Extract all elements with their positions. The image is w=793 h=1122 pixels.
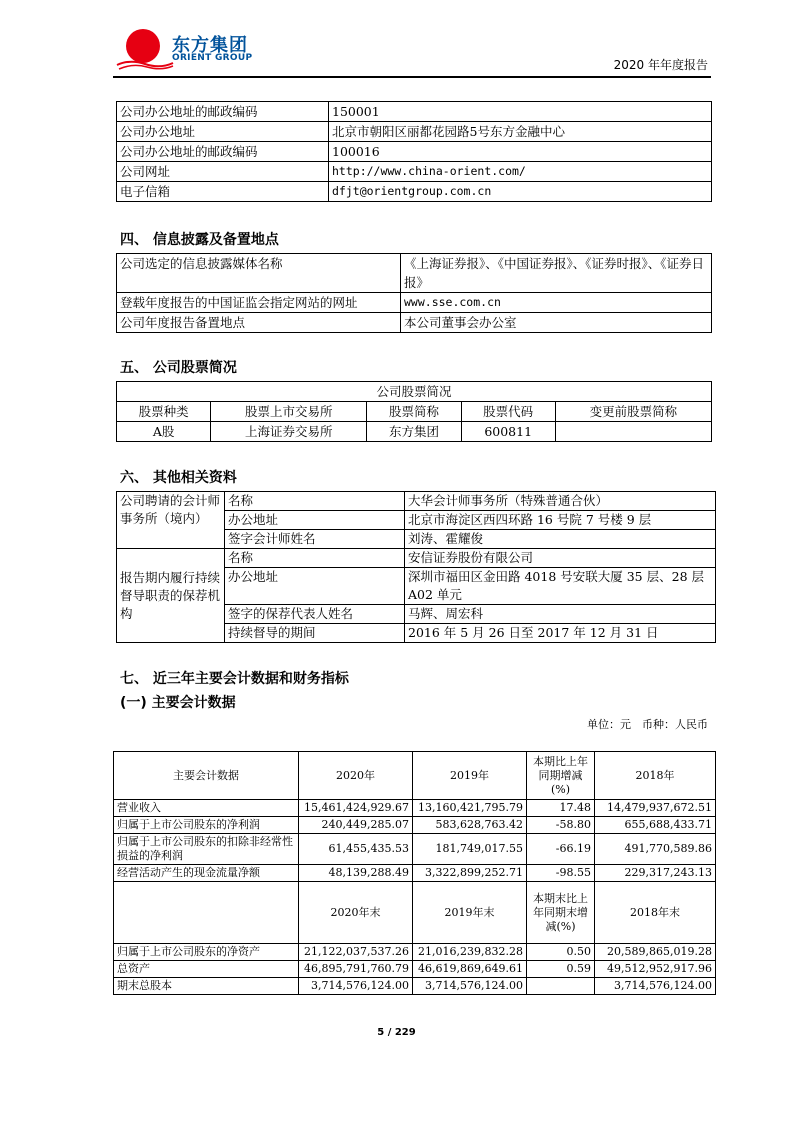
table-row [117, 492, 716, 511]
table-cell: 46,619,869,649.61 [413, 961, 527, 978]
contact-value: 100016 [329, 142, 712, 162]
table-row [114, 752, 716, 800]
table-row [117, 313, 712, 333]
table-cell: 3,322,899,252.71 [413, 865, 527, 882]
table-row [114, 944, 716, 961]
table-cell: -98.55 [527, 865, 595, 882]
table-row [117, 102, 712, 122]
contact-table [116, 101, 712, 202]
contact-label: 公司办公地址 [117, 122, 329, 142]
table-cell [555, 422, 711, 442]
table-cell: 240,449,285.07 [299, 817, 413, 834]
table-cell: 583,628,763.42 [413, 817, 527, 834]
table-row [117, 122, 712, 142]
column-header: 股票种类 [117, 402, 211, 422]
related-info-table [116, 491, 716, 643]
contact-label: 公司办公地址的邮政编码 [117, 102, 329, 122]
table-cell: 东方集团 [367, 422, 461, 442]
subsection-heading: (一) 主要会计数据 [120, 695, 236, 711]
field-value: 安信证券股份有限公司 [405, 549, 716, 568]
disclosure-label: 登载年度报告的中国证监会指定网站的网址 [117, 293, 401, 313]
column-header: 股票代码 [461, 402, 555, 422]
table-cell: 655,688,433.71 [595, 817, 716, 834]
table-cell: -66.19 [527, 834, 595, 865]
disclosure-table [116, 253, 712, 333]
column-header: 变更前股票简称 [555, 402, 711, 422]
field-label: 签字的保荐代表人姓名 [225, 605, 405, 624]
table-row [117, 382, 712, 402]
logo-chinese-name: 东方集团 [172, 35, 248, 56]
field-label: 名称 [225, 549, 405, 568]
field-value: 北京市海淀区西四环路 16 号院 7 号楼 9 层 [405, 511, 716, 530]
accounting-data-table [113, 751, 716, 995]
column-header: 本期末比上年同期末增减(%) [527, 882, 595, 944]
table-row [114, 882, 716, 944]
stock-table [116, 381, 712, 442]
disclosure-label: 公司年度报告备置地点 [117, 313, 401, 333]
sponsor-label: 报告期内履行持续督导职责的保荐机构 [117, 549, 225, 643]
table-cell: 229,317,243.13 [595, 865, 716, 882]
page-number: 5 / 229 [377, 1027, 416, 1038]
row-label: 经营活动产生的现金流量净额 [114, 865, 299, 882]
section-4-heading: 四、 信息披露及备置地点 [120, 232, 279, 248]
table-cell: 600811 [461, 422, 555, 442]
field-label: 名称 [225, 492, 405, 511]
column-header: 主要会计数据 [114, 752, 299, 800]
table-cell: 0.59 [527, 961, 595, 978]
table-cell: 0.50 [527, 944, 595, 961]
table-cell: 61,455,435.53 [299, 834, 413, 865]
table-cell: 3,714,576,124.00 [299, 978, 413, 995]
table-row [117, 422, 712, 442]
email-link[interactable]: dfjt@orientgroup.com.cn [329, 182, 712, 202]
column-header: 2018年 [595, 752, 716, 800]
contact-label: 公司办公地址的邮政编码 [117, 142, 329, 162]
table-row [114, 961, 716, 978]
row-label: 期末总股本 [114, 978, 299, 995]
disclosure-website[interactable]: www.sse.com.cn [401, 293, 712, 313]
table-cell: 20,589,865,019.28 [595, 944, 716, 961]
column-header: 2018年末 [595, 882, 716, 944]
field-value: 大华会计师事务所（特殊普通合伙） [405, 492, 716, 511]
table-row [114, 978, 716, 995]
table-row [117, 182, 712, 202]
column-header: 2020年 [299, 752, 413, 800]
contact-label: 电子信箱 [117, 182, 329, 202]
table-cell: 13,160,421,795.79 [413, 800, 527, 817]
table-row [114, 865, 716, 882]
field-value: 刘涛、霍耀俊 [405, 530, 716, 549]
table-cell: 181,749,017.55 [413, 834, 527, 865]
table-cell: 3,714,576,124.00 [413, 978, 527, 995]
website-link[interactable]: http://www.china-orient.com/ [329, 162, 712, 182]
table-cell: 491,770,589.86 [595, 834, 716, 865]
table-row [117, 402, 712, 422]
disclosure-value: 本公司董事会办公室 [401, 313, 712, 333]
table-cell: 49,512,952,917.96 [595, 961, 716, 978]
row-label: 总资产 [114, 961, 299, 978]
table-cell: 17.48 [527, 800, 595, 817]
row-label: 归属于上市公司股东的扣除非经常性损益的净利润 [114, 834, 299, 865]
column-header: 本期比上年同期增减(%) [527, 752, 595, 800]
logo-english-name: ORIENT GROUP [172, 53, 253, 63]
table-row [117, 142, 712, 162]
table-cell [527, 978, 595, 995]
table-row [114, 817, 716, 834]
currency-unit-note: 单位：元 币种：人民币 [587, 718, 708, 731]
table-cell: 14,479,937,672.51 [595, 800, 716, 817]
table-cell: 15,461,424,929.67 [299, 800, 413, 817]
column-header [114, 882, 299, 944]
table-row [117, 254, 712, 293]
table-row [114, 800, 716, 817]
table-row [114, 834, 716, 865]
section-6-heading: 六、 其他相关资料 [120, 470, 237, 486]
contact-value: 150001 [329, 102, 712, 122]
header-divider [113, 76, 711, 78]
row-label: 归属于上市公司股东的净资产 [114, 944, 299, 961]
field-value: 2016 年 5 月 26 日至 2017 年 12 月 31 日 [405, 624, 716, 643]
table-cell: A股 [117, 422, 211, 442]
logo-wave-icon [115, 55, 175, 71]
disclosure-value: 《上海证券报》、《中国证券报》、《证券时报》、《证券日报》 [401, 254, 712, 293]
table-cell: 21,016,239,832.28 [413, 944, 527, 961]
table-cell: -58.80 [527, 817, 595, 834]
stock-table-title: 公司股票简况 [117, 382, 712, 402]
disclosure-label: 公司选定的信息披露媒体名称 [117, 254, 401, 293]
table-row [117, 549, 716, 568]
column-header: 2019年 [413, 752, 527, 800]
column-header: 股票简称 [367, 402, 461, 422]
row-label: 归属于上市公司股东的净利润 [114, 817, 299, 834]
table-row [117, 162, 712, 182]
contact-label: 公司网址 [117, 162, 329, 182]
row-label: 营业收入 [114, 800, 299, 817]
field-value: 马辉、周宏科 [405, 605, 716, 624]
section-5-heading: 五、 公司股票简况 [120, 360, 237, 376]
field-value: 深圳市福田区金田路 4018 号安联大厦 35 层、28 层 A02 单元 [405, 568, 716, 605]
field-label: 签字会计师姓名 [225, 530, 405, 549]
field-label: 办公地址 [225, 568, 405, 605]
table-cell: 3,714,576,124.00 [595, 978, 716, 995]
table-cell: 21,122,037,537.26 [299, 944, 413, 961]
column-header: 2020年末 [299, 882, 413, 944]
report-title: 2020 年年度报告 [613, 58, 708, 72]
table-row [117, 293, 712, 313]
field-label: 办公地址 [225, 511, 405, 530]
auditor-label: 公司聘请的会计师事务所（境内） [117, 492, 225, 549]
table-cell: 上海证券交易所 [211, 422, 367, 442]
table-cell: 48,139,288.49 [299, 865, 413, 882]
field-label: 持续督导的期间 [225, 624, 405, 643]
table-cell: 46,895,791,760.79 [299, 961, 413, 978]
section-7-heading: 七、 近三年主要会计数据和财务指标 [120, 671, 349, 687]
column-header: 股票上市交易所 [211, 402, 367, 422]
column-header: 2019年末 [413, 882, 527, 944]
contact-value: 北京市朝阳区丽都花园路5号东方金融中心 [329, 122, 712, 142]
